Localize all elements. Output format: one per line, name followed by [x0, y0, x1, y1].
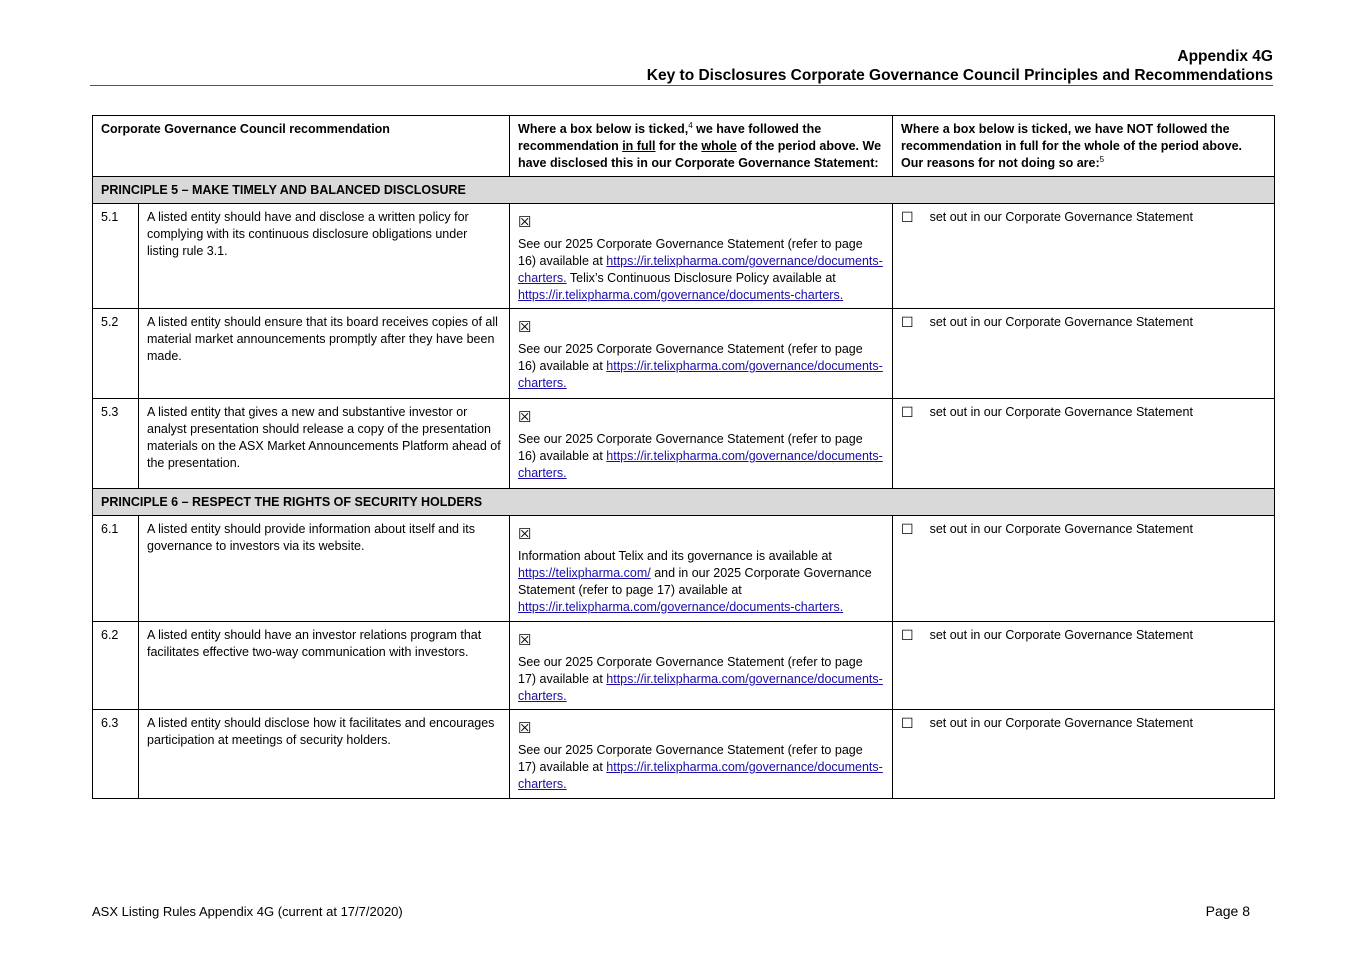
not-followed-cell	[893, 516, 1275, 622]
checked-box-icon[interactable]: ☒	[518, 214, 532, 231]
charters-link[interactable]: https://ir.telixpharma.com/governance/documents-charters.	[518, 672, 883, 703]
unchecked-box-icon[interactable]: ☐	[901, 314, 914, 330]
not-followed-cell	[893, 710, 1275, 799]
rec-number: 5.2	[93, 309, 139, 399]
appendix-title: Appendix 4G	[1177, 48, 1273, 65]
charters-link[interactable]: https://ir.telixpharma.com/governance/documents-charters.	[518, 760, 883, 791]
table-row	[93, 399, 1275, 489]
rec-text: A listed entity should have and disclose a written policy for complying with its continuous disclosure obligations under listing rule 3.1.	[139, 204, 510, 309]
page-header	[647, 47, 1273, 85]
not-followed-cell	[893, 204, 1275, 309]
charters-link[interactable]: https://ir.telixpharma.com/governance/documents-charters.	[518, 359, 883, 390]
not-followed-cell	[893, 399, 1275, 489]
followed-cell: ☒ See our 2025 Corporate Governance Statement (refer to page 16) available at https://ir.telixpharma.com/governance/documents-charters. Telix’s Continuous Disclosure Policy available at https://ir.telixpharma.com/governance/documents-charters.	[510, 204, 893, 309]
rec-number: 5.1	[93, 204, 139, 309]
table-header-row	[93, 116, 1275, 177]
col-followed-header: Where a box below is ticked,$^4$ we have followed the recommendation in full for the whole of the period above. We have disclosed this in our Corporate Governance Statement:	[510, 116, 893, 177]
footer-source: ASX Listing Rules Appendix 4G (current at 17/7/2020)	[92, 904, 403, 919]
table-row	[93, 204, 1275, 309]
unchecked-box-icon[interactable]: ☐	[901, 209, 914, 225]
unchecked-box-icon[interactable]: ☐	[901, 715, 914, 731]
rec-number: 6.2	[93, 622, 139, 710]
rec-text: A listed entity that gives a new and substantive investor or analyst presentation should release a copy of the presentation materials on the ASX Market Announcements Platform ahead of the presentation.	[139, 399, 510, 489]
charters-link[interactable]: https://ir.telixpharma.com/governance/documents-charters.	[518, 600, 844, 614]
rec-text: A listed entity should provide information about itself and its governance to investors via its website.	[139, 516, 510, 622]
principle-6-heading: PRINCIPLE 6 – RESPECT THE RIGHTS OF SECURITY HOLDERS	[93, 489, 1275, 516]
governance-table	[92, 115, 1275, 799]
rec-number: 6.3	[93, 710, 139, 799]
checked-box-icon[interactable]: ☒	[518, 409, 532, 426]
not-followed-text: set out in our Corporate Governance Statement	[929, 522, 1193, 536]
rec-number: 5.3	[93, 399, 139, 489]
checked-box-icon[interactable]: ☒	[518, 632, 532, 649]
checked-box-icon[interactable]: ☒	[518, 319, 532, 336]
header-divider	[90, 85, 1273, 86]
not-followed-text: set out in our Corporate Governance Statement	[929, 210, 1193, 224]
principle-5-row	[93, 177, 1275, 204]
checked-box-icon[interactable]: ☒	[518, 720, 532, 737]
followed-cell: ☒ See our 2025 Corporate Governance Statement (refer to page 17) available at https://ir.telixpharma.com/governance/documents-charters.	[510, 622, 893, 710]
table-row	[93, 309, 1275, 399]
col-not-followed-header: Where a box below is ticked, we have NOT followed the recommendation in full for the whole of the period above. Our reasons for not doing so are:$^5$	[893, 116, 1275, 177]
unchecked-box-icon[interactable]: ☐	[901, 404, 914, 420]
col-recommendation-header: Corporate Governance Council recommendation	[93, 116, 510, 177]
followed-cell: ☒ See our 2025 Corporate Governance Statement (refer to page 16) available at https://ir.telixpharma.com/governance/documents-charters.	[510, 309, 893, 399]
table-row	[93, 516, 1275, 622]
rec-text: A listed entity should ensure that its board receives copies of all material market announcements promptly after they have been made.	[139, 309, 510, 399]
page-number: Page 8	[1205, 903, 1250, 919]
rec-number: 6.1	[93, 516, 139, 622]
charters-link[interactable]: https://ir.telixpharma.com/governance/documents-charters.	[518, 449, 883, 480]
not-followed-text: set out in our Corporate Governance Statement	[929, 716, 1193, 730]
not-followed-text: set out in our Corporate Governance Statement	[929, 405, 1193, 419]
not-followed-text: set out in our Corporate Governance Statement	[929, 315, 1193, 329]
principle-6-row	[93, 489, 1275, 516]
followed-cell: ☒ Information about Telix and its governance is available at https://telixpharma.com/ and in our 2025 Corporate Governance Statement (refer to page 17) available at https://ir.telixpharma.com/governance/documents-charters.	[510, 516, 893, 622]
document-subtitle: Key to Disclosures Corporate Governance Council Principles and Recommendations	[646, 67, 1273, 84]
followed-cell: ☒ See our 2025 Corporate Governance Statement (refer to page 17) available at https://ir.telixpharma.com/governance/documents-charters.	[510, 710, 893, 799]
charters-link[interactable]: https://ir.telixpharma.com/governance/documents-charters.	[518, 288, 844, 302]
followed-cell: ☒ See our 2025 Corporate Governance Statement (refer to page 16) available at https://ir.telixpharma.com/governance/documents-charters.	[510, 399, 893, 489]
unchecked-box-icon[interactable]: ☐	[901, 521, 914, 537]
checked-box-icon[interactable]: ☒	[518, 526, 532, 543]
not-followed-cell	[893, 309, 1275, 399]
rec-text: A listed entity should have an investor relations program that facilitates effective two-way communication with investors.	[139, 622, 510, 710]
principle-5-heading: PRINCIPLE 5 – MAKE TIMELY AND BALANCED DISCLOSURE	[93, 177, 1275, 204]
not-followed-cell	[893, 622, 1275, 710]
unchecked-box-icon[interactable]: ☐	[901, 627, 914, 643]
table-row	[93, 710, 1275, 799]
telix-website-link[interactable]: https://telixpharma.com/	[518, 566, 651, 580]
not-followed-text: set out in our Corporate Governance Statement	[929, 628, 1193, 642]
table-row	[93, 622, 1275, 710]
rec-text: A listed entity should disclose how it facilitates and encourages participation at meetings of security holders.	[139, 710, 510, 799]
charters-link[interactable]: https://ir.telixpharma.com/governance/documents-charters.	[518, 254, 883, 285]
